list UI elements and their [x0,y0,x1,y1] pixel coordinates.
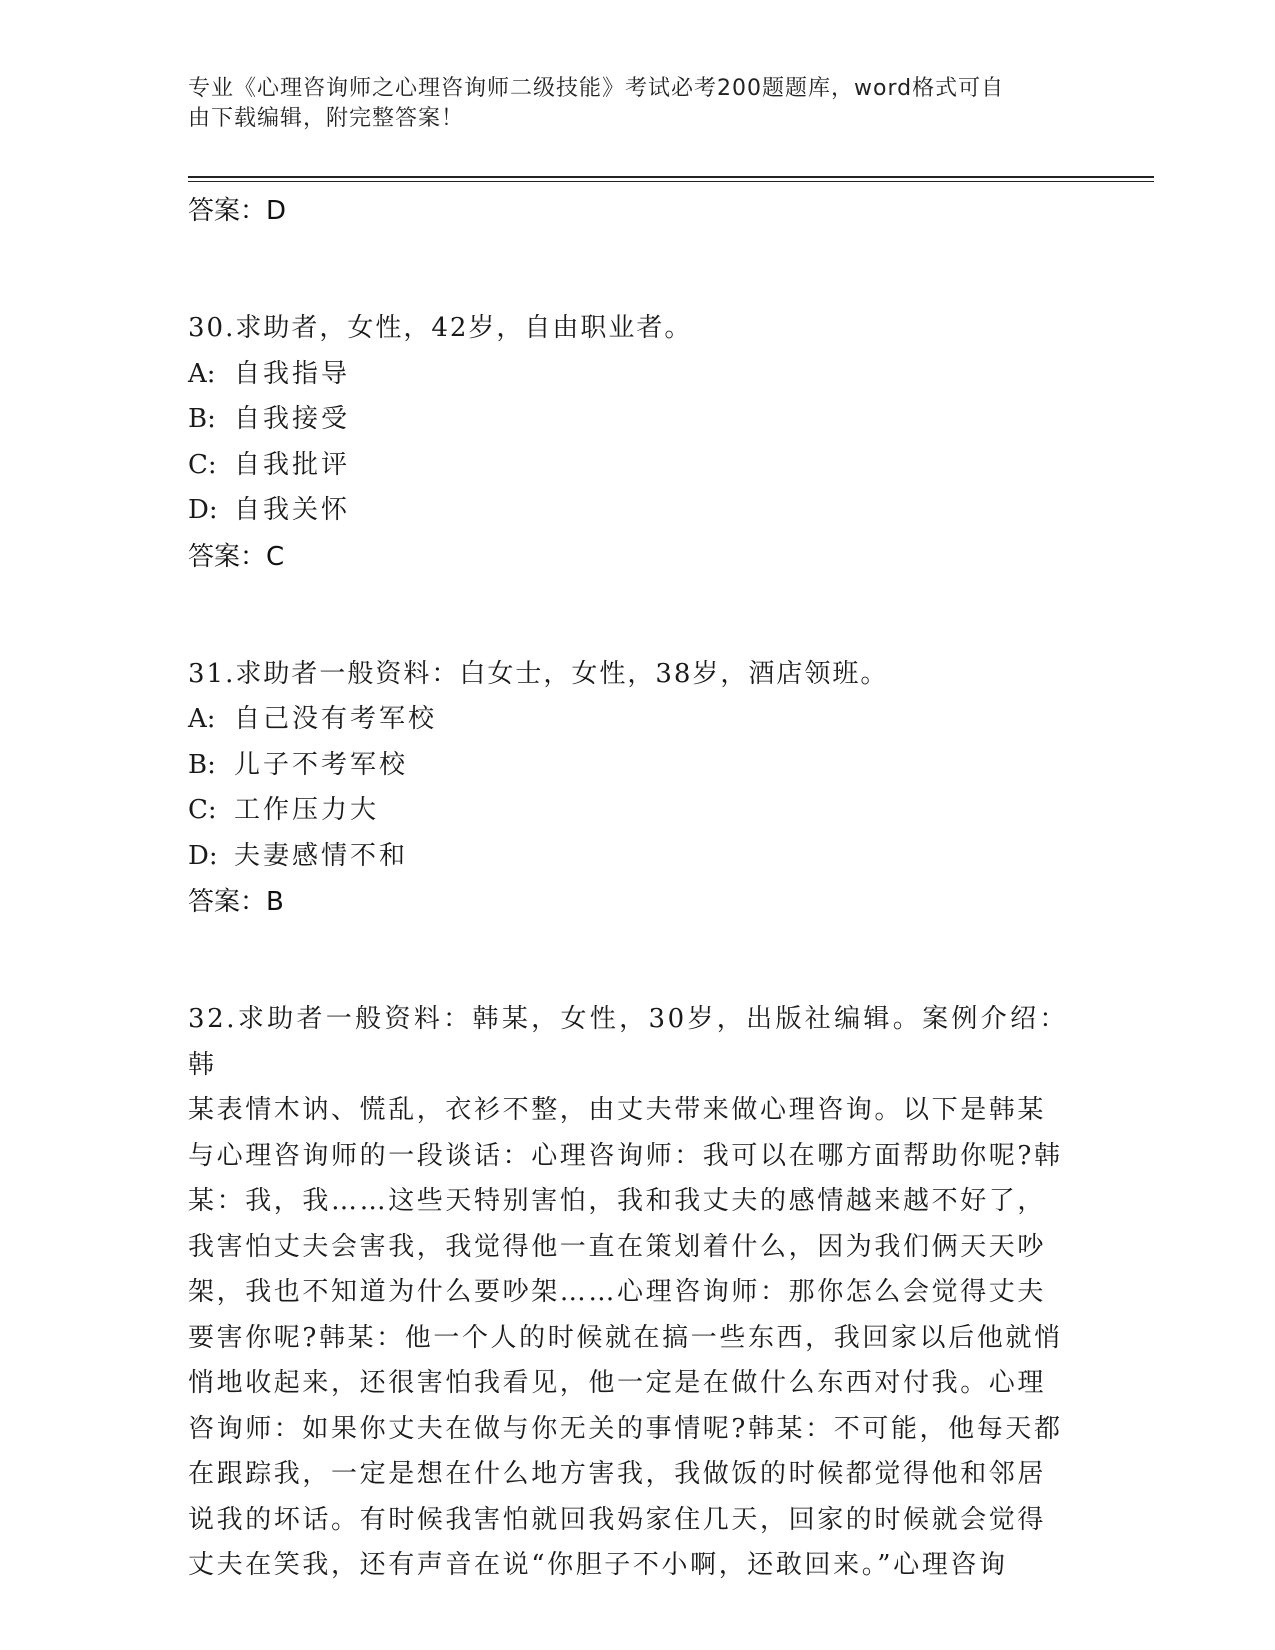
question-32-line: 丈夫在笑我，还有声音在说“你胆子不小啊，还敢回来。”心理咨询 [188,1550,1008,1580]
header-line-2: 由下载编辑，附完整答案！ [188,106,465,131]
option-key: A: [188,704,216,734]
question-31-stem: 31.求助者一般资料：白女士，女性，38岁，酒店领班。 [188,658,889,689]
option-text: 工作压力大 [234,795,380,825]
header-line-1: 专业《心理咨询师之心理咨询师二级技能》考试必考200题题库，word格式可自 [188,76,1005,101]
option-text: 夫妻感情不和 [234,840,409,871]
page-header [188,74,1068,134]
question-30-option-c [188,443,1088,489]
question-32-line: 32.求助者一般资料：韩某，女性，30岁，出版社编辑。案例介绍：韩 [188,1004,1068,1080]
option-text: 自己没有考军校 [234,704,438,734]
question-31 [188,652,1088,926]
option-key: D: [188,840,218,871]
answer-31: 答案：B [188,887,284,917]
option-key: C: [188,449,217,480]
question-32-line: 说我的坏话。有时候我害怕就回我妈家住几天，回家的时候就会觉得 [188,1504,1047,1535]
question-31-option-d [188,834,1088,880]
question-32-line: 在跟踪我，一定是想在什么地方害我，我做饭的时候都觉得他和邻居 [188,1459,1047,1489]
option-text: 自我批评 [234,449,351,480]
document-body [188,188,1088,1589]
header-divider-thick [188,176,1154,178]
question-32-line: 咨询师：如果你丈夫在做与你无关的事情呢?韩某：不可能，他每天都 [188,1413,1063,1444]
question-30-option-d [188,488,1088,534]
question-30-option-b [188,397,1088,443]
question-32-line: 要害你呢?韩某：他一个人的时候就在搞一些东西，我回家以后他就悄 [188,1322,1063,1353]
question-30-stem: 30.求助者，女性，42岁，自由职业者。 [188,313,693,343]
question-32-line: 架，我也不知道为什么要吵架……心理咨询师：那你怎么会觉得丈夫 [188,1277,1047,1307]
question-32-line: 某：我，我……这些天特别害怕，我和我丈夫的感情越来越不好了， [188,1186,1047,1216]
spacer [188,925,1088,997]
spacer [188,234,1088,306]
question-31-option-a [188,697,1088,743]
option-text: 自我接受 [234,404,351,434]
answer-29: 答案：D [188,196,287,226]
option-key: A: [188,358,216,389]
question-32-line: 与心理咨询师的一段谈话：心理咨询师：我可以在哪方面帮助你呢?韩 [188,1140,1063,1171]
option-text: 自我指导 [234,358,351,389]
spacer [188,580,1088,652]
question-32 [188,997,1068,1589]
header-divider-thin [188,181,1154,182]
question-31-option-b [188,743,1088,789]
question-32-line: 我害怕丈夫会害我，我觉得他一直在策划着什么，因为我们俩天天吵 [188,1231,1047,1262]
answer-30: 答案：C [188,541,285,572]
option-text: 自我关怀 [234,495,351,525]
option-key: C: [188,795,217,825]
option-key: B: [188,404,216,434]
question-32-line: 某表情木讷、慌乱，衣衫不整，由丈夫带来做心理咨询。以下是韩某 [188,1095,1047,1125]
option-text: 儿子不考军校 [234,749,409,780]
question-30-option-a [188,352,1088,398]
question-32-line: 悄地收起来，还很害怕我看见，他一定是在做什么东西对付我。心理 [188,1368,1047,1398]
question-31-option-c [188,788,1088,834]
option-key: B: [188,749,216,780]
question-30 [188,306,1088,580]
option-key: D: [188,495,218,525]
